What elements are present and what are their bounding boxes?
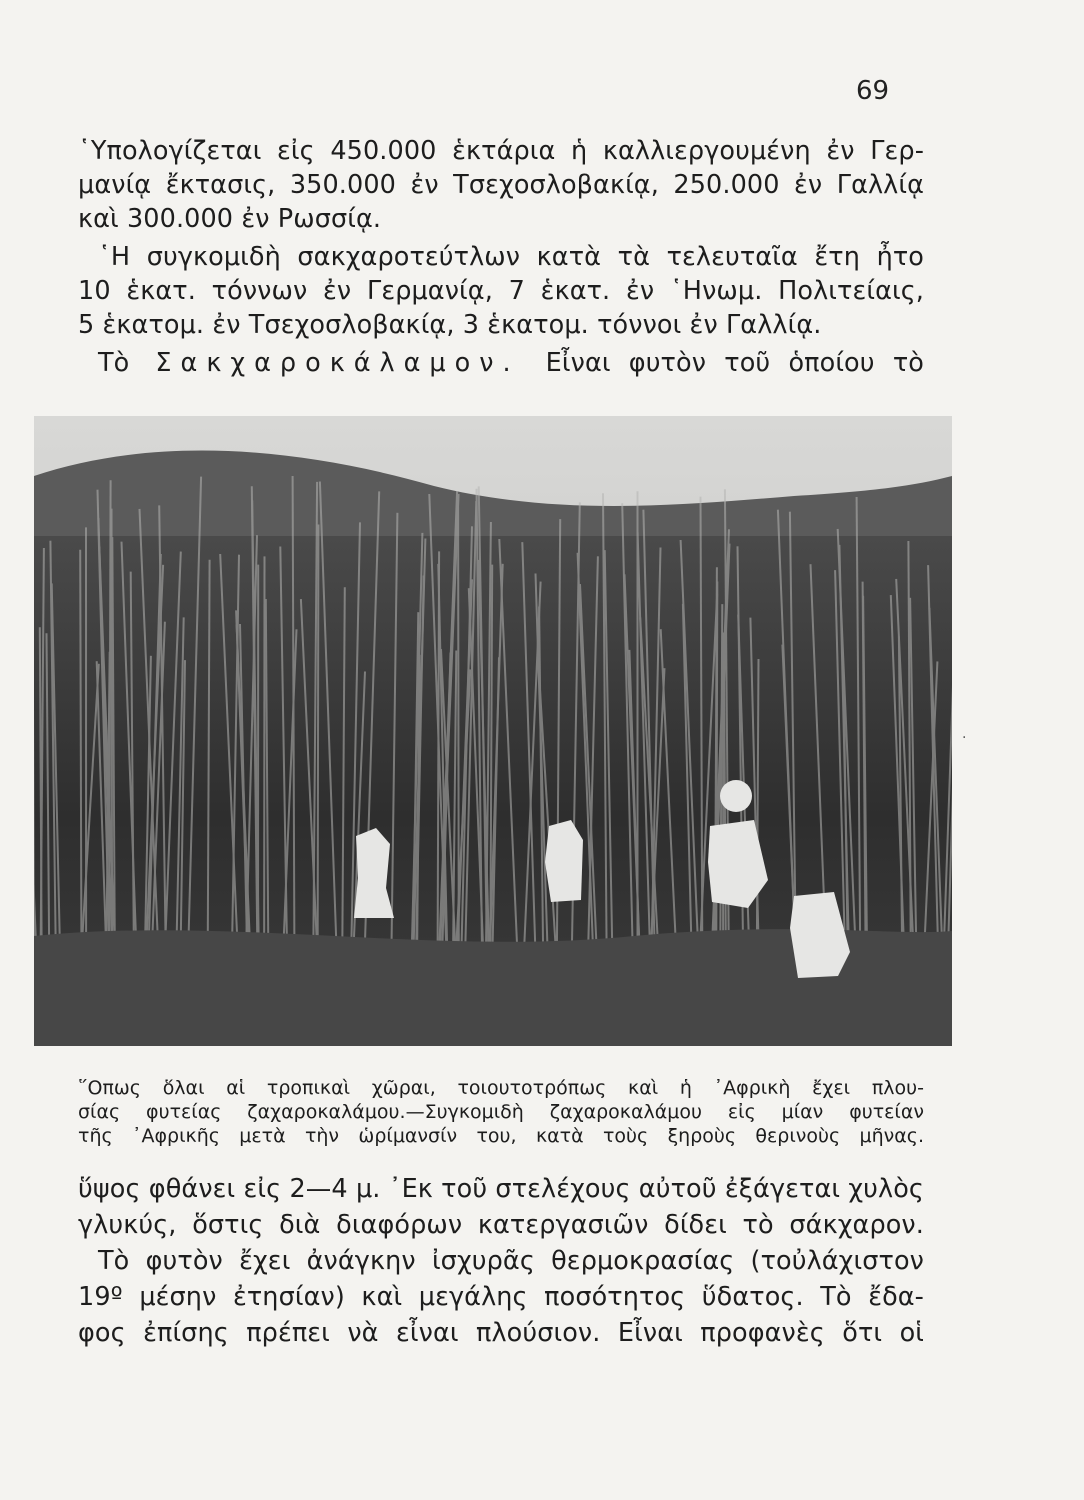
cane-stalk — [716, 582, 717, 977]
paragraph-5-line-2: 19º μέσην ἐτησίαν) καὶ μεγάλης ποσότητος ὕδατος. Τὸ ἔδα- — [78, 1282, 924, 1312]
paragraph-3-line-1 — [98, 346, 924, 380]
paragraph-1-line-1: ῾Υπολογίζεται εἰς 450.000 ἑκτάρια ἡ καλλιεργουμένη ἐν Γερ- — [78, 136, 924, 166]
cane-stalk — [80, 550, 81, 976]
page-number: 69 — [856, 76, 890, 106]
paragraph-4-line-1: ὕψος φθάνει εἰς 2—4 μ. ᾿Εκ τοῦ στελέχους αὐτοῦ ἐξάγεται χυλὸς — [78, 1174, 924, 1204]
caption-line-2: σίας φυτείας ζαχαροκαλάμου.—Συγκομιδὴ ζαχαροκαλάμου εἰς μίαν φυτείαν — [78, 1101, 924, 1123]
worker-2 — [545, 820, 583, 902]
heading-spaced: Σακχαροκάλαμον. — [155, 348, 520, 378]
caption-line-3: τῆς ᾿Αφρικῆς μετὰ τὴν ὡρίμανσίν του, κατὰ τοὺς ξηροὺς θερινοὺς μῆνας. — [78, 1125, 924, 1147]
caption-line-1: ῞Οπως ὅλαι αἱ τροπικαὶ χῶραι, τοιουτοτρόπως καὶ ἡ ᾿Αφρικὴ ἔχει πλου- — [78, 1077, 924, 1099]
paragraph-2-line-2: 10 ἑκατ. τόννων ἐν Γερμανίᾳ, 7 ἑκατ. ἐν ῾Ηνωμ. Πολιτείαις, — [78, 276, 924, 306]
paragraph-5-line-1: Τὸ φυτὸν ἔχει ἀνάγκην ἰσχυρᾶς θερμοκρασίας (τοὐλάχιστον — [98, 1246, 924, 1276]
paragraph-2-line-1: ῾Η συγκομιδὴ σακχαροτεύτλων κατὰ τὰ τελευταῖα ἔτη ἦτο — [98, 242, 924, 272]
paragraph-1-line-2: μανίᾳ ἔκτασις, 350.000 ἐν Τσεχοσλοβακίᾳ, 250.000 ἐν Γαλλίᾳ — [78, 170, 924, 200]
margin-mark: · — [962, 730, 967, 746]
heading-rest: Εἶναι φυτὸν τοῦ ὁποίου τὸ — [545, 348, 924, 378]
paragraph-5-line-3: φος ἐπίσης πρέπει νὰ εἶναι πλούσιον. Εἶναι προφανὲς ὅτι οἱ — [78, 1318, 924, 1348]
sugarcane-photo — [34, 416, 952, 1046]
heading-prefix: Τὸ — [98, 348, 130, 378]
worker-3-hat — [720, 780, 752, 812]
paragraph-2-line-3: 5 ἑκατομ. ἐν Τσεχοσλοβακίᾳ, 3 ἑκατομ. τόννοι ἐν Γαλλίᾳ. — [78, 310, 822, 340]
paragraph-4-line-2: γλυκύς, ὅστις διὰ διαφόρων κατεργασιῶν δίδει τὸ σάκχαρον. — [78, 1210, 924, 1240]
paragraph-1-line-3: καὶ 300.000 ἐν Ρωσσίᾳ. — [78, 204, 382, 234]
sugarcane-field-image — [34, 416, 952, 1046]
cane-stalk — [318, 525, 319, 977]
